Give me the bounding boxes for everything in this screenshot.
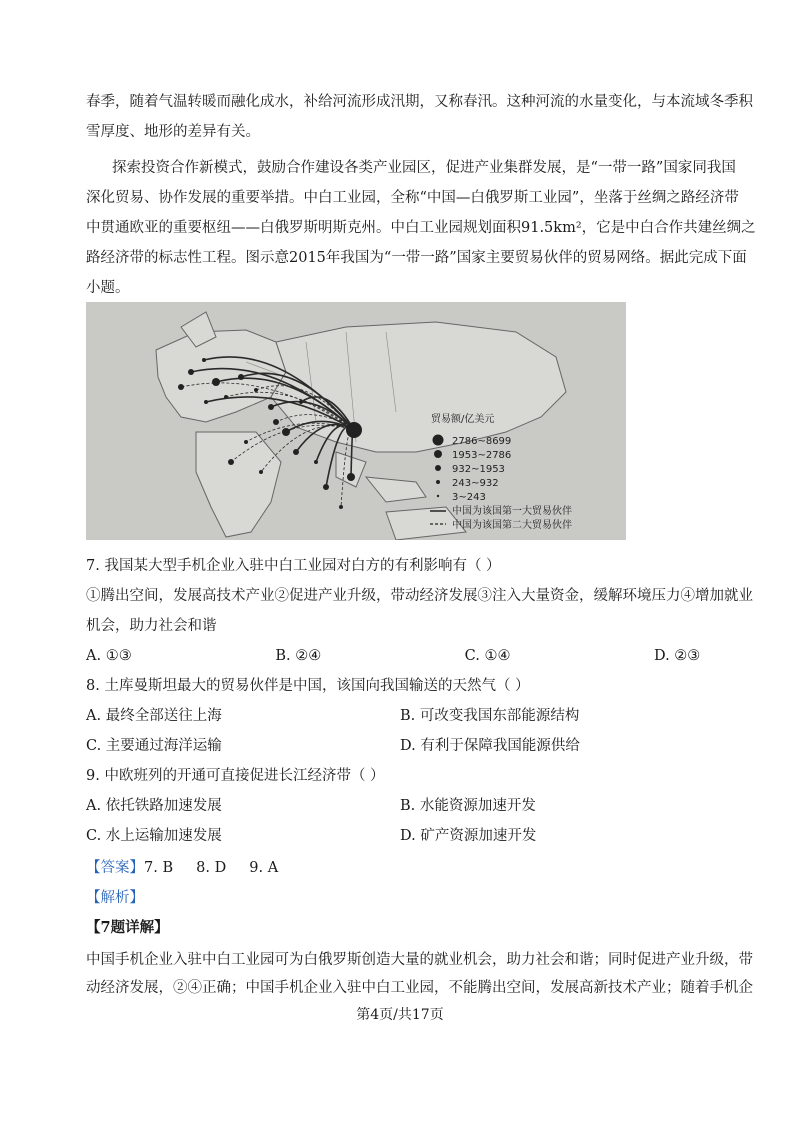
q8-option-d[interactable]: D. 有利于保障我国能源供给: [400, 738, 580, 754]
legend-label-2: 1953~2786: [452, 450, 512, 461]
partner-country-dot: [224, 395, 228, 399]
q9-option-c[interactable]: C. 水上运输加速发展: [86, 828, 222, 844]
q7-body-line-1: ①腾出空间，发展高技术产业②促进产业升级，带动经济发展③注入大量资金，缓解环境压力④增加就业: [86, 588, 753, 604]
partner-country-dot: [228, 459, 234, 465]
detail-label: 【7题详解】: [86, 919, 169, 936]
paragraph-top-line-2: 雪厚度、地形的差异有关。: [86, 124, 260, 140]
legend-label-1: 2786~8699: [452, 436, 512, 447]
partner-country-dot: [273, 419, 279, 425]
partner-country-dot: [238, 374, 244, 380]
intro-line-5: 小题。: [86, 280, 130, 296]
analysis-label: 【解析】: [86, 890, 144, 906]
partner-country-dot: [314, 460, 318, 464]
q9-option-d[interactable]: D. 矿产资源加速开发: [400, 828, 537, 844]
intro-line-4: 路经济带的标志性工程。图示意2015年我国为“一带一路”国家主要贸易伙伴的贸易网络。据此完成下面: [86, 250, 747, 266]
legend-dot-5: [437, 495, 439, 497]
q7-option-b[interactable]: B. ②④: [275, 648, 322, 664]
partner-country-dot: [293, 449, 299, 455]
partner-country-dot: [202, 358, 206, 362]
legend-dot-2: [434, 450, 442, 458]
detail-line-2: 动经济发展，②④正确；中国手机企业入驻中白工业园，不能腾出空间，发展高新技术产业；随着手机企: [86, 980, 753, 996]
q7-options: [86, 646, 714, 666]
legend-solid-label: 中国为该国第一大贸易伙伴: [452, 506, 572, 517]
africa-land: [196, 432, 281, 537]
q9-option-a[interactable]: A. 依托铁路加速发展: [86, 798, 222, 814]
partner-country-dot: [339, 505, 343, 509]
detail-line-1: 中国手机企业入驻中白工业园可为白俄罗斯创造大量的就业机会，助力社会和谐；同时促进产业升级，带: [86, 952, 753, 968]
partner-country-dot: [204, 400, 208, 404]
q7-option-d[interactable]: D. ②③: [653, 648, 701, 664]
q7-stem: 7. 我国某大型手机企业入驻中白工业园对白方的有利影响有（ ）: [86, 558, 501, 574]
partner-country-dot: [268, 404, 274, 410]
partner-country-dot: [259, 470, 263, 474]
partner-country-dot: [178, 384, 184, 390]
q8-stem: 8. 土库曼斯坦最大的贸易伙伴是中国，该国向我国输送的天然气（ ）: [86, 678, 530, 694]
q7-option-a[interactable]: A. ①③: [86, 648, 132, 664]
trade-network-map: [86, 302, 626, 540]
page-footer: 第4页/共17页: [356, 1007, 444, 1023]
legend-title: 贸易额/亿美元: [431, 414, 495, 425]
legend-label-5: 3~243: [452, 492, 486, 503]
intro-line-3: 中贯通欧亚的重要枢纽——白俄罗斯明斯克州。中白工业园规划面积91.5km²，它是中白合作共建丝绸之: [86, 220, 756, 236]
paragraph-top-line-1: 春季，随着气温转暖而融化成水，补给河流形成汛期，又称春汛。这种河流的水量变化，与本流域冬季积: [86, 94, 753, 110]
q9-stem: 9. 中欧班列的开通可直接促进长江经济带（ ）: [86, 768, 385, 784]
intro-line-2: 深化贸易、协作发展的重要举措。中白工业园，全称“中国—白俄罗斯工业园”，坐落于丝绸之路经济带: [86, 190, 739, 206]
map-svg: [86, 302, 626, 540]
intro-line-1: 探索投资合作新模式，鼓励合作建设各类产业园区，促进产业集群发展，是“一带一路”国家同我国: [112, 160, 736, 176]
partner-country-dot: [212, 378, 220, 386]
legend-dot-4: [436, 480, 440, 484]
q9-option-b[interactable]: B. 水能资源加速开发: [400, 798, 536, 814]
partner-country-dot: [244, 440, 248, 444]
answer-row: [86, 858, 278, 878]
legend-dot-3: [435, 465, 441, 471]
legend-label-4: 243~932: [452, 478, 499, 489]
q8-option-c[interactable]: C. 主要通过海洋运输: [86, 738, 222, 754]
answer-label: 【答案】: [86, 860, 144, 876]
q7-body-line-2: 机会，助力社会和谐: [86, 618, 217, 634]
legend-dot-1: [433, 435, 444, 446]
partner-country-dot: [347, 473, 355, 481]
partner-country-dot: [299, 400, 303, 404]
partner-country-dot: [188, 369, 194, 375]
china-hub: [346, 422, 362, 438]
q8-option-a[interactable]: A. 最终全部送往上海: [86, 708, 222, 724]
q7-option-c[interactable]: C. ①④: [464, 648, 511, 664]
partner-country-dot: [323, 484, 329, 490]
q8-option-b[interactable]: B. 可改变我国东部能源结构: [400, 708, 580, 724]
partner-country-dot: [254, 388, 258, 392]
partner-country-dot: [282, 428, 290, 436]
legend-label-3: 932~1953: [452, 464, 505, 475]
answer-values: 7. B 8. D 9. A: [144, 860, 279, 876]
legend-dashed-label: 中国为该国第二大贸易伙伴: [452, 520, 572, 531]
